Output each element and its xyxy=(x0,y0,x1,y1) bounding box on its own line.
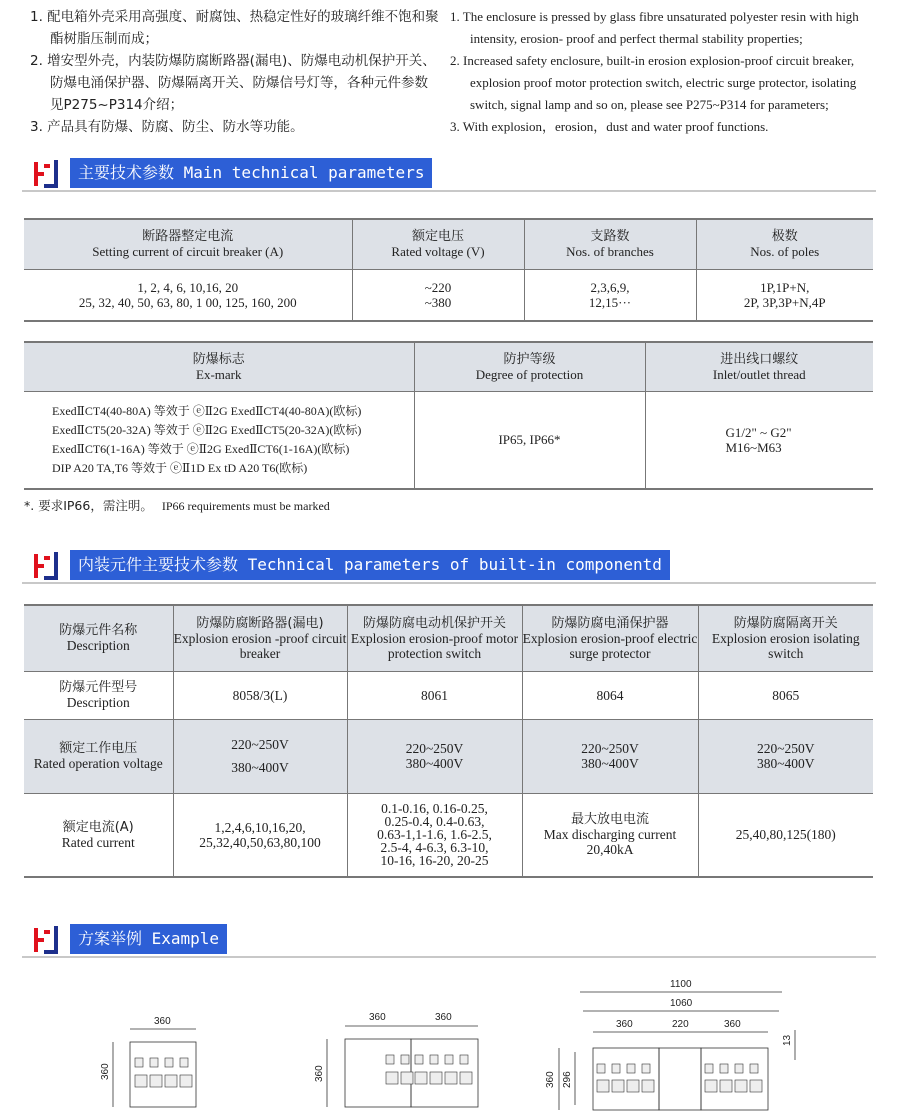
row-label: 防爆元件名称 Description xyxy=(24,605,173,671)
intro-zh-3: 3. 产品具有防爆、防腐、防尘、防水等功能。 xyxy=(30,119,304,135)
component-current: 0.1-0.16, 0.16-0.25, 0.25-0.4, 0.4-0.63, 0.63-1,1-1.6, 1.6-2.5, 2.5-4, 4-6.3, 6.3-10, 10-16, 16-20, 20-25 xyxy=(347,793,522,877)
section-builtin-components xyxy=(22,548,876,584)
switch-knob-icon xyxy=(720,1080,732,1092)
table-row xyxy=(24,605,873,671)
dim-d2-height: 360 xyxy=(314,1065,325,1082)
switch-knob-icon xyxy=(705,1064,713,1073)
dim-d3-overall: 1100 xyxy=(670,979,692,990)
switch-knob-icon xyxy=(735,1080,747,1092)
switch-knob-icon xyxy=(597,1064,605,1073)
switch-knob-icon xyxy=(642,1064,650,1073)
brand-logo-icon xyxy=(30,924,62,956)
component-model: 8064 xyxy=(522,671,698,719)
component-model: 8065 xyxy=(698,671,873,719)
header-poles: 极数 Nos. of poles xyxy=(696,219,873,269)
switch-knob-icon xyxy=(460,1072,472,1084)
switch-knob-icon xyxy=(750,1080,762,1092)
section-main-technical xyxy=(22,156,876,192)
switch-knob-icon xyxy=(180,1075,192,1087)
main-params-table xyxy=(24,218,873,322)
table-row xyxy=(24,391,873,489)
enclosure-1 xyxy=(130,1042,196,1107)
switch-knob-icon xyxy=(612,1064,620,1073)
dim-d3-inner-height: 296 xyxy=(562,1071,573,1088)
component-model: 8058/3(L) xyxy=(173,671,347,719)
switch-knob-icon xyxy=(386,1072,398,1084)
ex-mark-table xyxy=(24,341,873,490)
dim-d2-w1: 360 xyxy=(369,1012,386,1023)
switch-knob-icon xyxy=(705,1080,717,1092)
switch-knob-icon xyxy=(180,1058,188,1067)
table-row xyxy=(24,793,873,877)
switch-knob-icon xyxy=(150,1075,162,1087)
component-model: 8061 xyxy=(347,671,522,719)
component-name: 防爆防腐电动机保护开关 Explosion erosion-proof motor protection switch xyxy=(347,605,522,671)
enclosure-3b xyxy=(659,1048,701,1110)
intro-en-3: 3. With explosion，erosion，dust and water proof functions. xyxy=(450,119,769,134)
intro-en-1: 1. The enclosure is pressed by glass fibre unsaturated polyester resin with high intensity, erosion- proof and perfect thermal stability properties; xyxy=(450,9,859,46)
row-label: 额定电流(A) Rated current xyxy=(24,793,173,877)
switch-knob-icon xyxy=(597,1080,609,1092)
switch-knob-icon xyxy=(415,1072,427,1084)
row-label: 额定工作电压 Rated operation voltage xyxy=(24,719,173,793)
dim-d3-flange: 13 xyxy=(782,1034,793,1046)
switch-knob-icon xyxy=(642,1080,654,1092)
switch-knob-icon xyxy=(612,1080,624,1092)
cell-thread: G1/2" ~ G2" M16~M63 xyxy=(645,391,873,489)
dim-d3-mount: 1060 xyxy=(670,998,693,1009)
section-title: 方案举例 Example xyxy=(70,924,227,954)
cell-setting-current: 1, 2, 4, 6, 10,16, 20 25, 32, 40, 50, 63, 80, 1 00, 125, 160, 200 xyxy=(24,269,352,321)
table-row xyxy=(24,269,873,321)
switch-knob-icon xyxy=(445,1072,457,1084)
section-title: 主要技术参数 Main technical parameters xyxy=(70,158,432,188)
switch-knob-icon xyxy=(135,1058,143,1067)
section-title: 内装元件主要技术参数 Technical parameters of built-in componentd xyxy=(70,550,670,580)
switch-knob-icon xyxy=(750,1064,758,1073)
header-protection: 防护等级 Degree of protection xyxy=(414,342,645,391)
switch-knob-icon xyxy=(415,1055,423,1064)
header-branches: 支路数 Nos. of branches xyxy=(524,219,696,269)
switch-knob-icon xyxy=(627,1064,635,1073)
component-voltage: 220~250V 380~400V xyxy=(522,719,698,793)
dim-d1-height: 360 xyxy=(100,1063,111,1080)
row-label: 防爆元件型号 Description xyxy=(24,671,173,719)
header-rated-voltage: 额定电压 Rated voltage (V) xyxy=(352,219,524,269)
intro-zh-1: 1. 配电箱外壳采用高强度、耐腐蚀、热稳定性好的玻璃纤维不饱和聚酯树脂压制而成； xyxy=(30,9,439,47)
switch-knob-icon xyxy=(430,1055,438,1064)
enclosure-3a xyxy=(593,1048,659,1110)
cell-rated-voltage: ~220 ~380 xyxy=(352,269,524,321)
switch-knob-icon xyxy=(445,1055,453,1064)
switch-knob-icon xyxy=(401,1055,409,1064)
header-ex-mark: 防爆标志 Ex-mark xyxy=(24,342,414,391)
component-name: 防爆防腐电涌保护器 Explosion erosion-proof electric surge protector xyxy=(522,605,698,671)
brand-logo-icon xyxy=(30,550,62,582)
switch-knob-icon xyxy=(165,1075,177,1087)
header-setting-current: 断路器整定电流 Setting current of circuit breaker (A) xyxy=(24,219,352,269)
component-voltage: 220~250V 380~400V xyxy=(698,719,873,793)
component-voltage: 220~250V 380~400V xyxy=(347,719,522,793)
brand-logo-icon xyxy=(30,158,62,190)
intro-en-2: 2. Increased safety enclosure, built-in erosion explosion-proof circuit breaker, explosion proof motor protection switch, electric surge protector, isolating switch, signal lamp and so on, please see P275~P314 for parameters; xyxy=(450,53,857,112)
dim-d3-height: 360 xyxy=(545,1071,556,1088)
dim-d3-w2: 220 xyxy=(672,1019,689,1030)
cell-poles: 1P,1P+N, 2P, 3P,3P+N,4P xyxy=(696,269,873,321)
switch-knob-icon xyxy=(401,1072,413,1084)
dim-d3-w1: 360 xyxy=(616,1019,633,1030)
component-current: 1,2,4,6,10,16,20, 25,32,40,50,63,80,100 xyxy=(173,793,347,877)
component-current: 25,40,80,125(180) xyxy=(698,793,873,877)
enclosure-3c xyxy=(701,1048,768,1110)
dim-d1-width: 360 xyxy=(154,1016,171,1027)
dim-d3-w3: 360 xyxy=(724,1019,741,1030)
switch-knob-icon xyxy=(627,1080,639,1092)
section-example xyxy=(22,922,876,958)
switch-knob-icon xyxy=(165,1058,173,1067)
dim-d2-w2: 360 xyxy=(435,1012,452,1023)
ip66-note: *. 要求IP66，需注明。 IP66 requirements must be marked xyxy=(24,498,330,513)
switch-knob-icon xyxy=(386,1055,394,1064)
component-name: 防爆防腐隔离开关 Explosion erosion isolating switch xyxy=(698,605,873,671)
component-current: 最大放电电流 Max discharging current 20,40kA xyxy=(522,793,698,877)
switch-knob-icon xyxy=(460,1055,468,1064)
component-voltage: 220~250V 380~400V xyxy=(173,719,347,793)
components-table xyxy=(24,604,873,878)
intro-english xyxy=(450,6,890,138)
intro-zh-2: 2. 增安型外壳，内装防爆防腐断路器(漏电)、防爆电动机保护开关、防爆电涌保护器、防爆隔离开关、防爆信号灯等，各种元件参数见P275~P314介绍； xyxy=(30,53,436,113)
table-row xyxy=(24,719,873,793)
switch-knob-icon xyxy=(135,1075,147,1087)
example-drawings xyxy=(0,960,900,1119)
intro-chinese xyxy=(30,6,440,138)
switch-knob-icon xyxy=(735,1064,743,1073)
table-row xyxy=(24,671,873,719)
switch-knob-icon xyxy=(430,1072,442,1084)
switch-knob-icon xyxy=(720,1064,728,1073)
cell-branches: 2,3,6,9, 12,15··· xyxy=(524,269,696,321)
component-name: 防爆防腐断路器(漏电) Explosion erosion -proof circuit breaker xyxy=(173,605,347,671)
switch-knob-icon xyxy=(150,1058,158,1067)
cell-ex-mark: ExedⅡCT4(40-80A) 等效于 ⓔⅡ2G ExedⅡCT4(40-80A)(欧标) ExedⅡCT5(20-32A) 等效于 ⓔⅡ2G ExedⅡCT5(20-32A)(欧标) ExedⅡCT6(1-16A) 等效于 ⓔⅡ2G ExedⅡCT6(1-16A)(欧标) DIP A20 TA,T6 等效于 ⓔⅡ1D Ex tD A20 T6(欧标) xyxy=(24,391,414,489)
cell-protection: IP65, IP66* xyxy=(414,391,645,489)
header-thread: 进出线口螺纹 Inlet/outlet thread xyxy=(645,342,873,391)
